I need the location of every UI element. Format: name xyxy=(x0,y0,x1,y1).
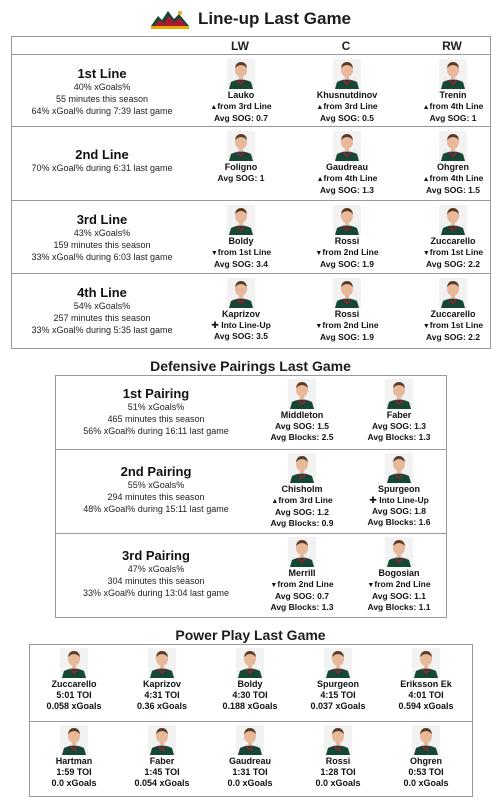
player-xgoals: 0.058 xGoals xyxy=(46,701,102,711)
player-card[interactable] xyxy=(116,648,208,712)
player-avg-sog: Avg SOG: 0.5 xyxy=(319,113,374,123)
player-name: Zuccarello xyxy=(51,679,97,689)
player-card[interactable] xyxy=(299,205,395,270)
player-toi: 4:31 TOI xyxy=(144,690,180,700)
defensive-pairings-table xyxy=(55,375,447,618)
player-headshot xyxy=(385,453,413,483)
player-avg-sog: Avg SOG: 1.9 xyxy=(319,332,374,342)
plus-icon: ✚ xyxy=(211,320,222,330)
player-avg-blocks: Avg Blocks: 1.3 xyxy=(270,602,334,612)
forward-line-row xyxy=(12,200,490,273)
arrow-down-icon: ▼ xyxy=(422,250,430,257)
player-name: Rossi xyxy=(325,756,351,766)
line-name: 4th Line xyxy=(77,285,127,300)
player-name: Foligno xyxy=(224,162,258,172)
player-line-change xyxy=(193,101,289,113)
player-card[interactable] xyxy=(193,131,289,184)
player-headshot xyxy=(288,379,316,409)
powerplay-table xyxy=(29,644,473,797)
line-change-text: from 2nd Line xyxy=(322,320,379,330)
line-name: 1st Line xyxy=(77,66,127,81)
player-headshot xyxy=(439,131,467,161)
player-card[interactable] xyxy=(204,648,296,712)
player-name: Zuccarello xyxy=(430,309,476,319)
defense-pair-row xyxy=(56,533,446,617)
player-headshot xyxy=(227,59,255,89)
line-stat: 70% xGoal% during 6:31 last game xyxy=(31,163,173,173)
arrow-up-icon: ▲ xyxy=(271,498,279,505)
pair-stat: 47% xGoals% xyxy=(127,564,185,574)
arrow-down-icon: ▼ xyxy=(315,250,323,257)
player-avg-sog: Avg SOG: 2.2 xyxy=(425,332,480,342)
line-stat: 54% xGoals% xyxy=(73,301,131,311)
defense-pair-row xyxy=(56,376,446,449)
pair-stat: 55% xGoals% xyxy=(127,480,185,490)
player-avg-blocks: Avg Blocks: 1.6 xyxy=(367,517,431,527)
player-headshot xyxy=(60,648,88,678)
player-name: Middleton xyxy=(280,410,324,420)
player-line-change xyxy=(405,101,501,113)
player-name: Faber xyxy=(149,756,175,766)
player-card[interactable] xyxy=(299,131,395,196)
arrow-down-icon: ▼ xyxy=(270,582,278,589)
player-line-change xyxy=(299,320,395,332)
player-avg-blocks: Avg Blocks: 2.5 xyxy=(270,432,334,442)
player-headshot xyxy=(236,648,264,678)
player-line-change xyxy=(193,247,289,259)
player-toi: 1:59 TOI xyxy=(56,767,92,777)
arrow-up-icon: ▲ xyxy=(210,104,218,111)
pair-stat: 56% xGoal% during 16:11 last game xyxy=(83,426,229,436)
player-headshot xyxy=(333,59,361,89)
player-card[interactable] xyxy=(254,453,350,529)
player-line-change xyxy=(299,247,395,259)
player-card[interactable] xyxy=(351,453,447,528)
player-name: Boldy xyxy=(228,236,254,246)
player-name: Spurgeon xyxy=(378,484,420,494)
player-headshot xyxy=(227,205,255,235)
player-avg-sog: Avg SOG: 1.5 xyxy=(425,185,480,195)
player-card[interactable] xyxy=(299,278,395,343)
player-name: Spurgeon xyxy=(317,679,359,689)
line-stat: 159 minutes this season xyxy=(53,240,151,250)
player-card[interactable] xyxy=(292,648,384,712)
player-avg-sog: Avg SOG: 1.2 xyxy=(274,507,329,517)
player-card[interactable] xyxy=(292,725,384,789)
player-line-change xyxy=(254,579,350,591)
pair-name: 2nd Pairing xyxy=(120,464,192,479)
powerplay-row xyxy=(30,645,472,721)
player-name: Hartman xyxy=(55,756,93,766)
player-headshot xyxy=(227,131,255,161)
player-name: Bogosian xyxy=(378,568,420,578)
line-change-text: from 3rd Line xyxy=(323,101,378,111)
player-card[interactable] xyxy=(193,278,289,342)
player-card[interactable] xyxy=(405,205,501,270)
player-headshot xyxy=(324,648,352,678)
player-line-change xyxy=(405,247,501,259)
arrow-up-icon: ▲ xyxy=(422,176,430,183)
line-stat: 40% xGoals% xyxy=(73,82,131,92)
arrow-up-icon: ▲ xyxy=(422,104,430,111)
player-card[interactable] xyxy=(405,131,501,196)
player-xgoals: 0.054 xGoals xyxy=(134,778,190,788)
player-toi: 1:45 TOI xyxy=(144,767,180,777)
player-toi: 1:28 TOI xyxy=(320,767,356,777)
player-xgoals: 0.037 xGoals xyxy=(310,701,366,711)
player-headshot xyxy=(439,59,467,89)
player-headshot xyxy=(333,278,361,308)
player-xgoals: 0.594 xGoals xyxy=(398,701,454,711)
player-headshot xyxy=(385,537,413,567)
pair-stat: 33% xGoal% during 13:04 last game xyxy=(82,588,230,598)
player-headshot xyxy=(236,725,264,755)
defense-pair-row xyxy=(56,449,446,533)
player-name: Kaprizov xyxy=(221,309,260,319)
line-stat: 33% xGoal% during 5:35 last game xyxy=(31,325,173,335)
player-avg-blocks: Avg Blocks: 1.1 xyxy=(367,602,431,612)
player-name: Merrill xyxy=(288,568,316,578)
player-avg-sog: Avg SOG: 1.3 xyxy=(319,185,374,195)
arrow-down-icon: ▼ xyxy=(315,323,323,330)
line-stat: 257 minutes this season xyxy=(53,313,151,323)
player-card[interactable] xyxy=(380,725,472,789)
player-toi: 4:15 TOI xyxy=(320,690,356,700)
player-card[interactable] xyxy=(405,278,501,343)
forward-line-row xyxy=(12,126,490,200)
player-line-change xyxy=(351,495,447,506)
player-name: Rossi xyxy=(334,236,360,246)
pair-name: 1st Pairing xyxy=(122,386,190,401)
player-card[interactable] xyxy=(405,59,501,124)
player-headshot xyxy=(324,725,352,755)
line-stat: 55 minutes this season xyxy=(55,94,149,104)
player-headshot xyxy=(227,278,255,308)
player-headshot xyxy=(148,648,176,678)
line-change-text: from 2nd Line xyxy=(374,579,431,589)
powerplay-row xyxy=(30,721,472,797)
player-line-change xyxy=(299,173,395,185)
player-xgoals: 0.0 xGoals xyxy=(51,778,97,788)
line-stat: 43% xGoals% xyxy=(73,228,131,238)
player-line-change xyxy=(254,495,350,507)
player-card[interactable] xyxy=(28,648,120,712)
line-stat: 33% xGoal% during 6:03 last game xyxy=(31,252,173,262)
player-headshot xyxy=(439,205,467,235)
line-change-text: from 4th Line xyxy=(429,101,484,111)
line-change-text: from 1st Line xyxy=(429,320,484,330)
pair-stat: 294 minutes this season xyxy=(107,492,205,502)
player-xgoals: 0.0 xGoals xyxy=(315,778,361,788)
page-title: Line-up Last Game xyxy=(197,9,352,28)
line-name: 3rd Line xyxy=(76,212,128,227)
arrow-up-icon: ▲ xyxy=(316,104,324,111)
line-info xyxy=(12,147,192,174)
player-card[interactable] xyxy=(116,725,208,789)
line-info xyxy=(12,66,192,117)
player-toi: 4:01 TOI xyxy=(408,690,444,700)
line-info xyxy=(12,212,192,263)
player-headshot xyxy=(412,648,440,678)
line-name: 2nd Line xyxy=(75,147,129,162)
line-change-text: from 2nd Line xyxy=(277,579,334,589)
player-name: Kaprizov xyxy=(142,679,181,689)
player-avg-sog: Avg SOG: 1 xyxy=(217,173,265,183)
player-name: Lauko xyxy=(227,90,255,100)
powerplay-section-title: Power Play Last Game xyxy=(175,627,326,643)
line-stat: 64% xGoal% during 7:39 last game xyxy=(31,106,173,116)
player-headshot xyxy=(148,725,176,755)
player-avg-sog: Avg SOG: 3.4 xyxy=(213,259,268,269)
player-xgoals: 0.0 xGoals xyxy=(227,778,273,788)
player-name: Trenin xyxy=(439,90,467,100)
player-toi: 4:30 TOI xyxy=(232,690,268,700)
player-name: Boldy xyxy=(237,679,263,689)
player-card[interactable] xyxy=(28,725,120,789)
arrow-up-icon: ▲ xyxy=(316,176,324,183)
player-headshot xyxy=(439,278,467,308)
player-toi: 0:53 TOI xyxy=(408,767,444,777)
player-name: Gaudreau xyxy=(325,162,368,172)
player-name: Zuccarello xyxy=(430,236,476,246)
line-change-text: from 3rd Line xyxy=(278,495,333,505)
player-avg-sog: Avg SOG: 1.8 xyxy=(371,506,426,516)
line-change-text: Into Line-Up xyxy=(221,320,271,330)
pair-stat: 48% xGoal% during 15:11 last game xyxy=(83,504,229,514)
pair-info xyxy=(56,464,256,515)
player-toi: 5:01 TOI xyxy=(56,690,92,700)
player-line-change xyxy=(405,320,501,332)
pair-stat: 51% xGoals% xyxy=(127,402,185,412)
plus-icon: ✚ xyxy=(369,495,380,505)
player-card[interactable] xyxy=(193,205,289,270)
line-change-text: Into Line-Up xyxy=(379,495,429,505)
column-header-rw: RW xyxy=(442,39,462,53)
player-name: Gaudreau xyxy=(228,756,271,766)
player-name: Ohgren xyxy=(436,162,469,172)
player-avg-sog: Avg SOG: 1.9 xyxy=(319,259,374,269)
arrow-down-icon: ▼ xyxy=(367,582,375,589)
forward-line-row xyxy=(12,54,490,126)
player-headshot xyxy=(288,453,316,483)
pair-stat: 304 minutes this season xyxy=(107,576,205,586)
player-xgoals: 0.188 xGoals xyxy=(222,701,278,711)
player-card[interactable] xyxy=(351,379,447,443)
player-name: Eriksson Ek xyxy=(400,679,452,689)
player-card[interactable] xyxy=(351,537,447,613)
player-avg-blocks: Avg Blocks: 1.3 xyxy=(367,432,431,442)
forward-lines-table xyxy=(11,36,491,349)
arrow-down-icon: ▼ xyxy=(210,250,218,257)
player-headshot xyxy=(60,725,88,755)
column-header-c: C xyxy=(341,39,351,53)
player-avg-blocks: Avg Blocks: 0.9 xyxy=(270,518,334,528)
line-info xyxy=(12,285,192,336)
pair-info xyxy=(56,386,256,437)
pair-info xyxy=(56,548,256,599)
player-line-change xyxy=(299,101,395,113)
player-name: Ohgren xyxy=(409,756,442,766)
column-header-lw: LW xyxy=(231,39,249,53)
pair-name: 3rd Pairing xyxy=(122,548,190,563)
player-card[interactable] xyxy=(254,537,350,613)
player-card[interactable] xyxy=(299,59,395,124)
player-headshot xyxy=(333,205,361,235)
player-avg-sog: Avg SOG: 1.3 xyxy=(371,421,426,431)
player-avg-sog: Avg SOG: 1 xyxy=(429,113,477,123)
player-headshot xyxy=(385,379,413,409)
player-xgoals: 0.36 xGoals xyxy=(136,701,188,711)
player-card[interactable] xyxy=(254,379,350,443)
header xyxy=(0,4,501,34)
player-line-change xyxy=(193,320,289,331)
player-headshot xyxy=(333,131,361,161)
player-xgoals: 0.0 xGoals xyxy=(403,778,449,788)
player-name: Chisholm xyxy=(281,484,323,494)
line-change-text: from 2nd Line xyxy=(322,247,379,257)
player-toi: 1:31 TOI xyxy=(232,767,268,777)
player-card[interactable] xyxy=(204,725,296,789)
line-change-text: from 4th Line xyxy=(429,173,484,183)
line-change-text: from 4th Line xyxy=(323,173,378,183)
player-avg-sog: Avg SOG: 1.5 xyxy=(274,421,329,431)
player-avg-sog: Avg SOG: 3.5 xyxy=(213,331,268,341)
line-change-text: from 1st Line xyxy=(429,247,484,257)
minnesota-wild-logo xyxy=(150,8,190,30)
arrow-down-icon: ▼ xyxy=(422,323,430,330)
player-name: Khusnutdinov xyxy=(316,90,378,100)
player-card[interactable] xyxy=(380,648,472,712)
player-line-change xyxy=(351,579,447,591)
defense-section-title: Defensive Pairings Last Game xyxy=(150,358,351,374)
line-change-text: from 1st Line xyxy=(217,247,272,257)
pair-stat: 465 minutes this season xyxy=(107,414,205,424)
player-name: Rossi xyxy=(334,309,360,319)
player-avg-sog: Avg SOG: 0.7 xyxy=(213,113,268,123)
player-avg-sog: Avg SOG: 2.2 xyxy=(425,259,480,269)
player-headshot xyxy=(412,725,440,755)
player-card[interactable] xyxy=(193,59,289,124)
player-avg-sog: Avg SOG: 1.1 xyxy=(371,591,426,601)
player-headshot xyxy=(288,537,316,567)
line-change-text: from 3rd Line xyxy=(217,101,272,111)
player-line-change xyxy=(405,173,501,185)
player-avg-sog: Avg SOG: 0.7 xyxy=(274,591,329,601)
player-name: Faber xyxy=(386,410,412,420)
forward-line-row xyxy=(12,273,490,348)
